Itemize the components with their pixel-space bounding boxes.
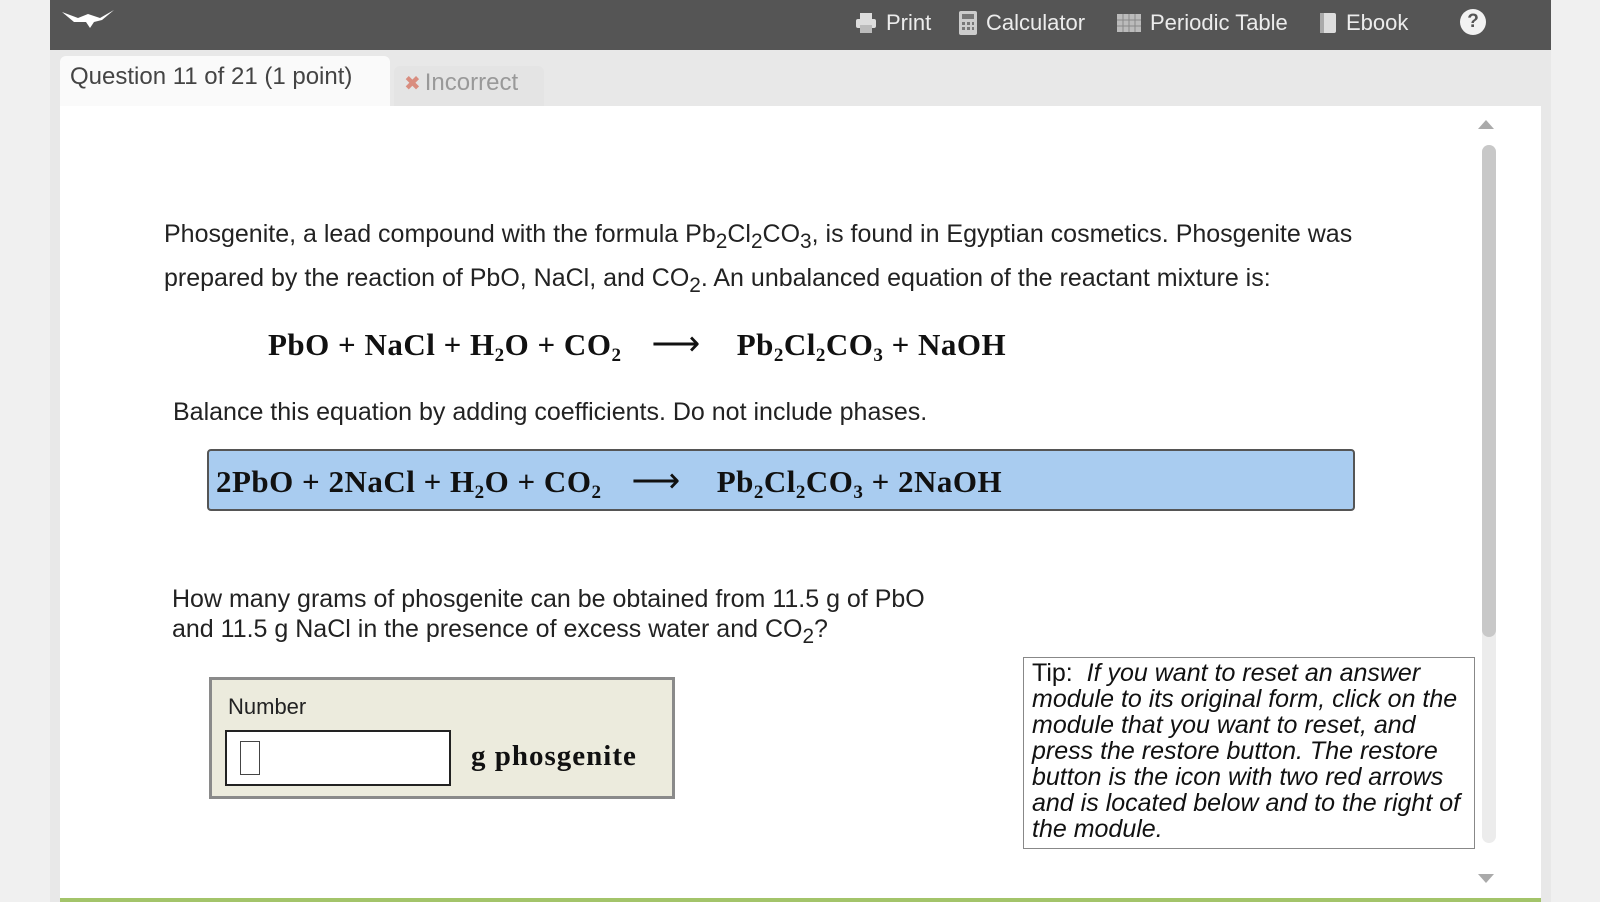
calculator-label: Calculator	[986, 10, 1086, 35]
eq-term: CO	[825, 327, 874, 362]
question-tab-label: Question 11 of 21 (1 point)	[70, 63, 353, 90]
subscript: 2	[474, 482, 485, 503]
intro-text: prepared by the reaction of PbO, NaCl, and CO	[164, 264, 690, 292]
subscript: 3	[853, 482, 864, 503]
eq-term: O	[504, 327, 530, 362]
eq-term: + 2NaCl	[302, 464, 416, 499]
eq-term: + H	[443, 327, 495, 362]
subscript: 2	[689, 274, 701, 297]
reaction-arrow-icon: ⟶	[631, 463, 681, 500]
subscript: 2	[815, 345, 826, 366]
eq-term: Cl	[763, 464, 796, 499]
eq-term: Cl	[783, 327, 816, 362]
eq-term: Pb	[736, 327, 774, 362]
reaction-arrow-icon: ⟶	[651, 326, 701, 363]
eq-term: PbO	[268, 327, 330, 362]
eq-term: + NaCl	[338, 327, 436, 362]
subscript: 3	[800, 230, 812, 253]
number-answer-module[interactable]	[209, 677, 675, 799]
subscript: 2	[750, 230, 763, 253]
prompt-text: ?	[814, 615, 828, 643]
unbalanced-equation	[268, 324, 1006, 364]
balance-instruction: Balance this equation by adding coefficients. Do not include phases.	[173, 398, 928, 426]
subscript: 3	[873, 345, 884, 366]
eq-term: + H	[423, 464, 475, 499]
scroll-up-arrow-icon[interactable]	[1478, 120, 1494, 129]
unit-label: g phosgenite	[471, 740, 637, 772]
top-toolbar	[50, 0, 1551, 50]
eq-term: + NaOH	[891, 327, 1007, 362]
tip-text: If you want to reset an answer module to its original form, click on the module that you want to reset, and press the restore button. The restore button is the icon with two red arrows and is located below and to the right of the module.	[1032, 659, 1461, 843]
tab-question[interactable]	[60, 56, 390, 106]
calculator-icon	[958, 10, 978, 36]
prompt-text: How many grams of phosgenite can be obtained from 11.5 g of PbO	[172, 585, 925, 613]
tip-box	[1023, 657, 1475, 849]
calculator-button[interactable]	[958, 0, 1085, 46]
incorrect-label: Incorrect	[424, 69, 519, 96]
periodic-table-icon	[1116, 12, 1142, 34]
intro-text: . An unbalanced equation of the reactant mixture is:	[700, 264, 1271, 292]
scroll-down-arrow-icon[interactable]	[1478, 874, 1494, 883]
grams-question	[172, 584, 925, 652]
number-label: Number	[228, 694, 307, 719]
subscript: 2	[494, 345, 505, 366]
tab-incorrect-status[interactable]	[394, 66, 544, 106]
intro-text: Phosgenite, a lead compound with the formula Pb	[164, 220, 716, 248]
ebook-label: Ebook	[1346, 10, 1409, 35]
intro-text: CO	[762, 220, 801, 248]
incorrect-x-icon: ✖	[404, 73, 421, 95]
periodic-table-label: Periodic Table	[1150, 10, 1288, 35]
ebook-button[interactable]	[1318, 0, 1408, 46]
intro-text: Cl	[727, 220, 751, 248]
number-input[interactable]	[225, 730, 451, 786]
printer-icon	[854, 11, 878, 35]
text-cursor-box	[240, 741, 260, 775]
eq-term: Pb	[716, 464, 754, 499]
help-icon[interactable]: ?	[1460, 9, 1486, 35]
eq-term: + CO	[517, 464, 592, 499]
subscript: 2	[773, 345, 784, 366]
scrollbar-thumb[interactable]	[1482, 145, 1496, 637]
periodic-table-button[interactable]	[1116, 0, 1288, 46]
subscript: 2	[795, 482, 806, 503]
prompt-text: and 11.5 g NaCl in the presence of excess water and CO	[172, 615, 803, 643]
print-button[interactable]	[854, 0, 931, 46]
eq-term: CO	[805, 464, 854, 499]
intro-text: , is found in Egyptian cosmetics. Phosgenite was	[811, 220, 1353, 248]
logo-icon	[60, 6, 116, 37]
book-icon	[1318, 11, 1338, 35]
bottom-accent-line	[60, 898, 1541, 902]
subscript: 2	[611, 345, 622, 366]
eq-term: + 2NaOH	[871, 464, 1003, 499]
subscript: 2	[802, 625, 815, 648]
print-label: Print	[886, 10, 932, 35]
subscript: 2	[753, 482, 764, 503]
subscript: 2	[591, 482, 602, 503]
eq-term: + CO	[537, 327, 612, 362]
eq-term: 2PbO	[216, 464, 294, 499]
eq-term: O	[484, 464, 510, 499]
subscript: 2	[715, 230, 728, 253]
balanced-equation	[216, 461, 1002, 501]
question-intro	[164, 216, 1352, 304]
tip-heading: Tip:	[1032, 659, 1073, 687]
